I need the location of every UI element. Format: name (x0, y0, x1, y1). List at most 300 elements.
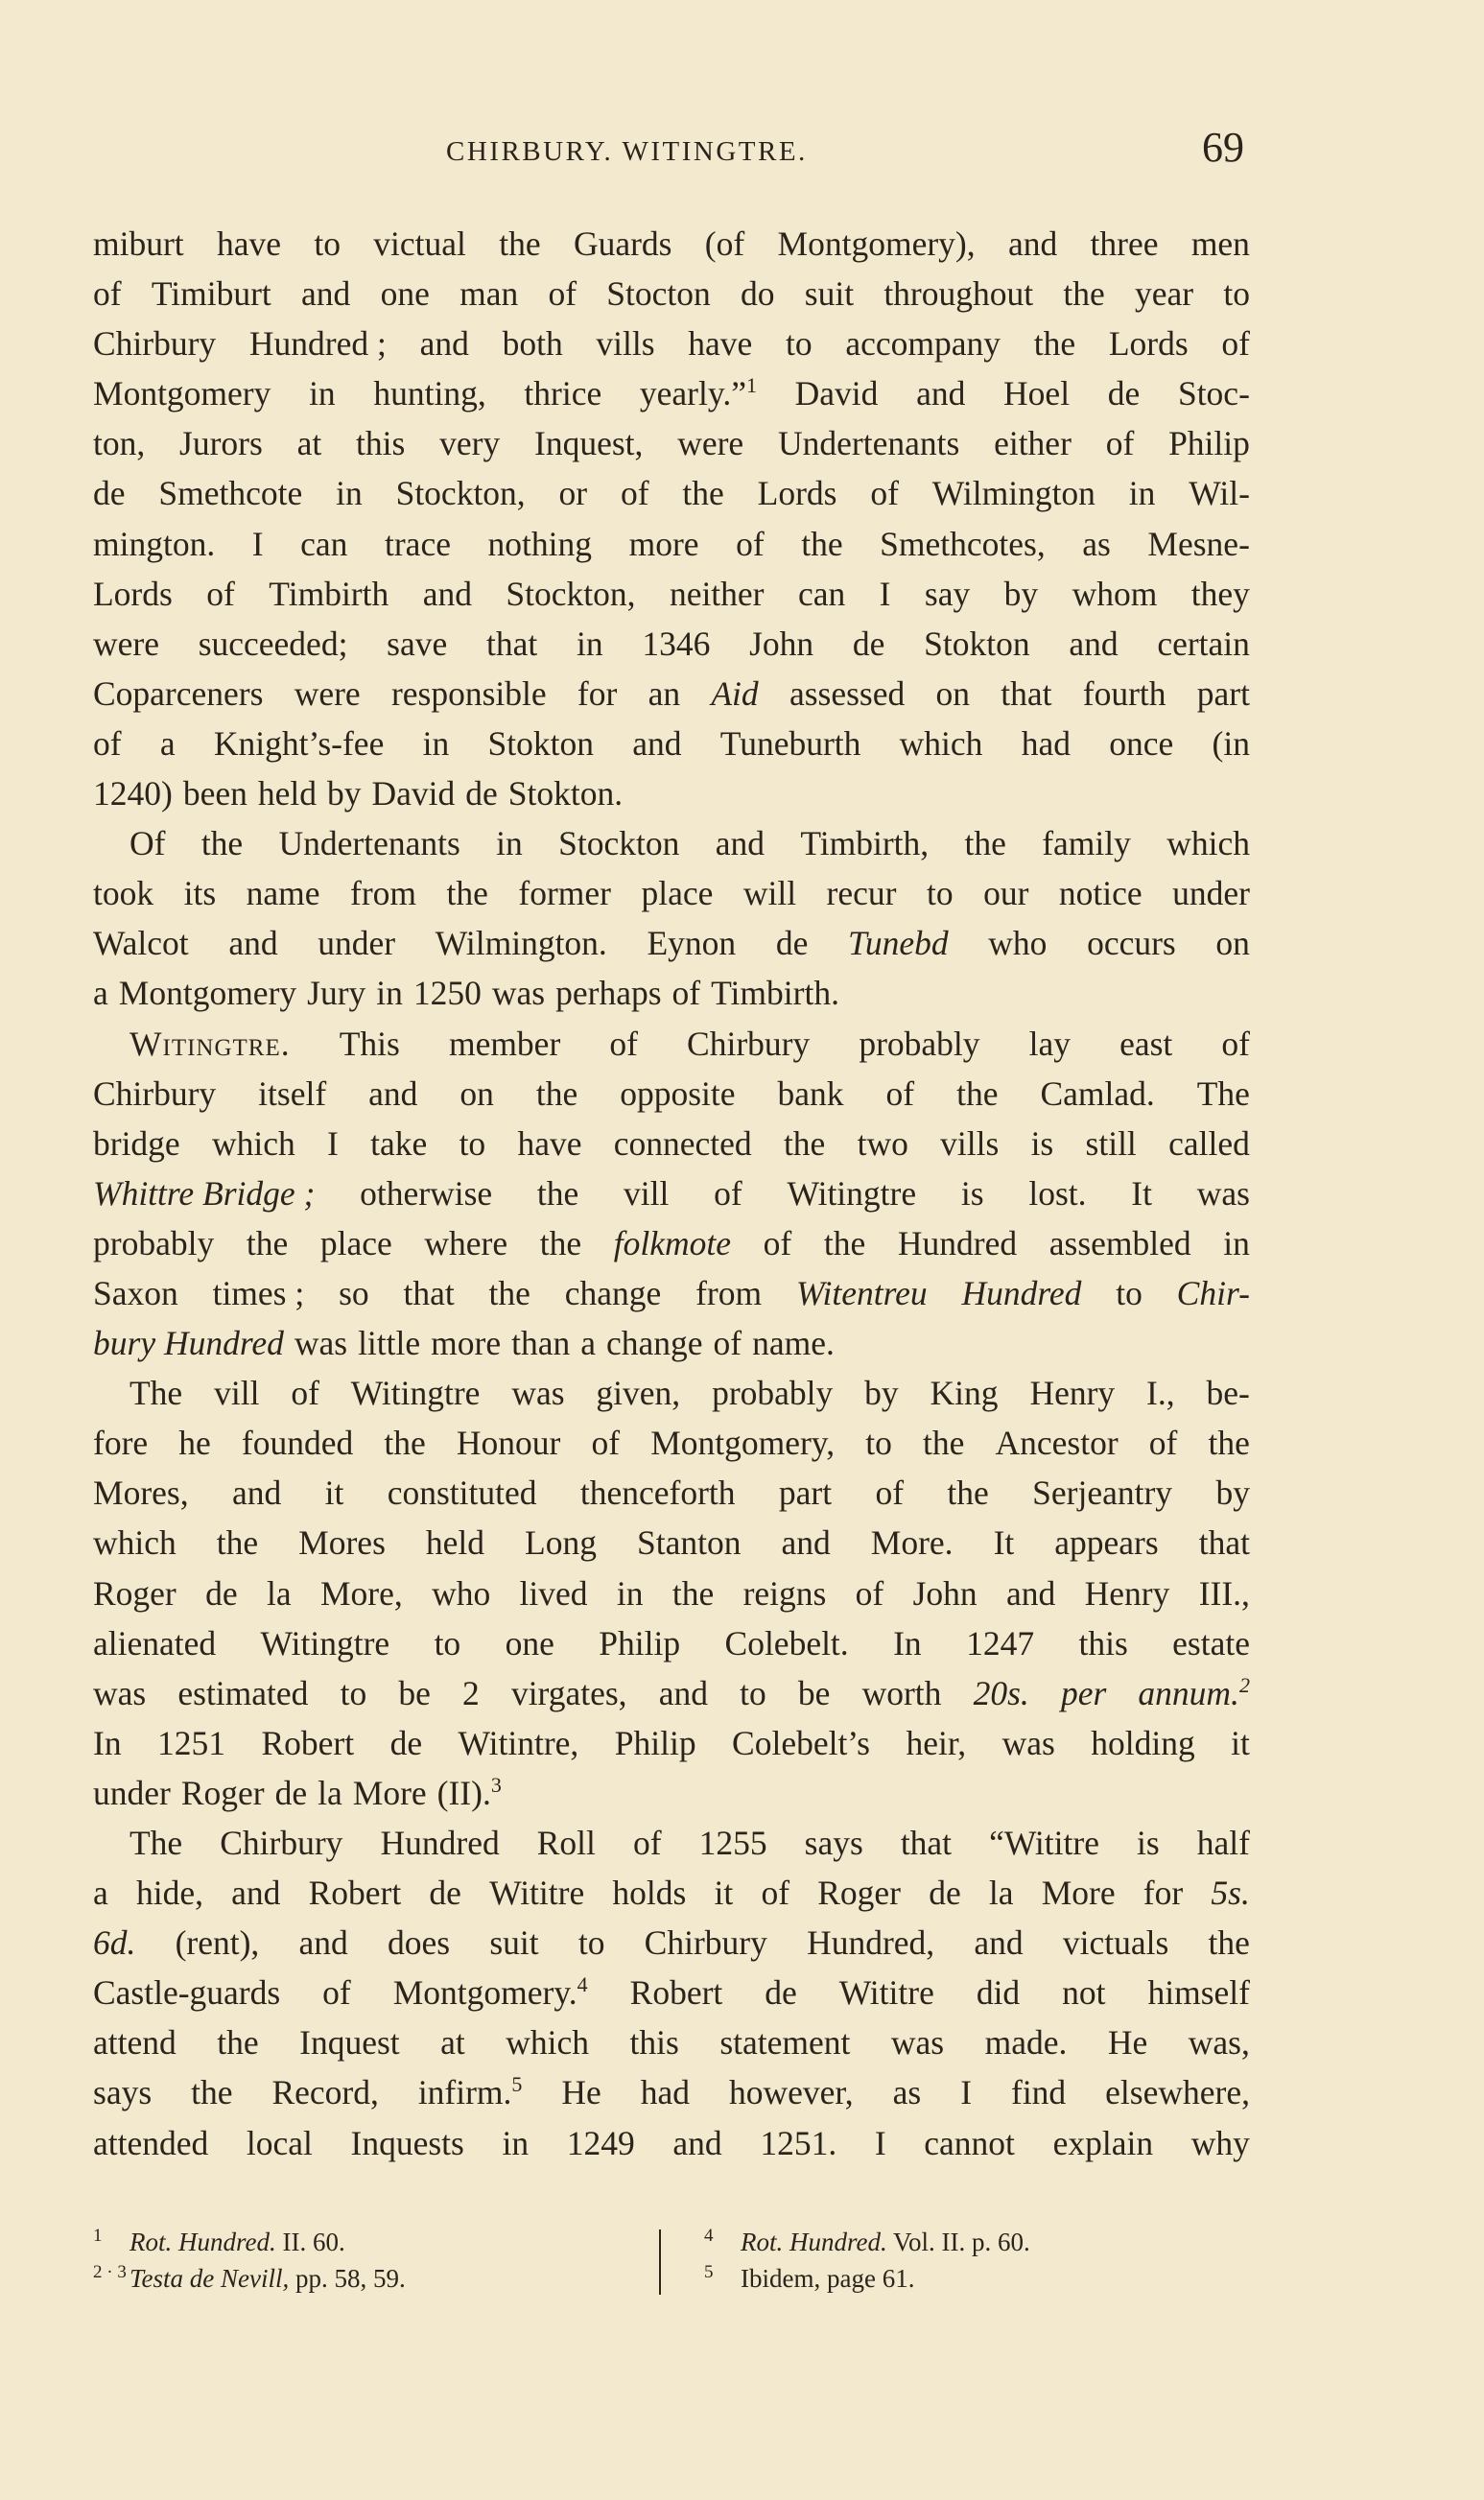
word: fourth (1082, 673, 1166, 713)
word: Colebelt. (724, 1623, 849, 1663)
word: notice (1058, 874, 1142, 913)
word: Roll (536, 1824, 596, 1862)
text-line (93, 1968, 1250, 2017)
footnote-source: Rot. Hundred. (130, 2228, 276, 2256)
word: de (389, 1723, 423, 1762)
word: do (741, 274, 775, 314)
word: or (558, 474, 588, 513)
word: bridge (93, 1123, 180, 1163)
word: The (1196, 1073, 1250, 1113)
word: in (616, 1573, 644, 1613)
word: very (439, 424, 501, 463)
word: Timbirth, (800, 824, 930, 863)
word: Chir- (1176, 1273, 1250, 1312)
word: of (1221, 324, 1250, 364)
word: Record, (271, 2073, 379, 2112)
word: attend (93, 2023, 177, 2063)
word: where (424, 1223, 508, 1262)
word: hunting, (373, 374, 486, 413)
text-line (93, 269, 1250, 318)
word: Roger (817, 1874, 901, 1913)
word: (in (1212, 723, 1250, 763)
word: alienated (93, 1623, 217, 1663)
text-line (93, 1568, 1250, 1618)
word: it (1231, 1723, 1250, 1762)
word: in (336, 474, 363, 513)
word: The (130, 1374, 183, 1413)
word: It (1131, 1173, 1152, 1213)
word: Walcot (93, 924, 189, 963)
word: part (778, 1474, 833, 1513)
word: a (580, 1324, 596, 1363)
word: I (327, 1123, 339, 1163)
word: by (1215, 1474, 1250, 1513)
word: to (340, 1673, 367, 1712)
word: statement (719, 2023, 851, 2063)
word: family (1042, 824, 1131, 863)
word: the (200, 824, 244, 863)
word: this (356, 424, 406, 463)
word: David (794, 374, 879, 413)
word: nothing (487, 524, 593, 563)
text-line (93, 2118, 1250, 2168)
word: Chirbury (220, 1824, 343, 1862)
word: vills (596, 324, 655, 364)
word: worth (861, 1673, 942, 1712)
word: de (765, 1973, 797, 2013)
word: himself (1147, 1973, 1250, 2013)
footnote-reference: 1 (745, 373, 757, 398)
text-line (93, 1019, 1250, 1069)
word: made. (984, 2023, 1068, 2063)
word: Witingtre (787, 1173, 917, 1213)
word: de (929, 1874, 961, 1913)
word: had (1021, 723, 1071, 763)
footnotes (93, 2224, 1254, 2300)
word: David (371, 774, 456, 814)
word: holding (1091, 1723, 1195, 1762)
word: vills (940, 1123, 1000, 1163)
word: Hundred (961, 1273, 1082, 1312)
word: of (322, 1973, 351, 2013)
word: “Wititre (989, 1824, 1099, 1862)
word: the (671, 1573, 715, 1613)
word: Chirbury (687, 1024, 811, 1063)
footnote-reference: 4 (577, 1972, 588, 1997)
paragraph (93, 1019, 1250, 1369)
word: miburt (93, 224, 184, 263)
word: constituted (387, 1474, 537, 1513)
word: cannot (924, 2123, 1015, 2162)
word: of (548, 274, 577, 314)
word: in (496, 824, 523, 863)
word: on (459, 1073, 494, 1113)
word: 5s. (1211, 1874, 1250, 1913)
word: Hoel (1003, 374, 1071, 413)
word: does (388, 1923, 451, 1963)
word: were (93, 624, 159, 663)
word: a (93, 1874, 108, 1913)
text-line (93, 1818, 1250, 1868)
word: given, (596, 1374, 681, 1413)
word: change (564, 1273, 662, 1312)
word: the (923, 1424, 965, 1463)
word: the (947, 1474, 989, 1513)
word: Eynon (647, 924, 737, 963)
word: 6d. (93, 1923, 136, 1963)
word: Hundred ; (248, 324, 387, 364)
word: at (296, 424, 322, 463)
word: in (1223, 1223, 1250, 1262)
word: says (804, 1824, 863, 1862)
word: probably (93, 1223, 215, 1262)
word: did (976, 1973, 1021, 2013)
word: de (429, 1874, 461, 1913)
text-line (93, 1768, 1250, 1818)
word: Timbirth. (711, 974, 839, 1013)
word: for (577, 673, 618, 713)
word: the (488, 1273, 530, 1312)
word: lived (519, 1573, 588, 1613)
word: the (246, 1223, 289, 1262)
text-line (93, 519, 1250, 569)
word: Witintre, (458, 1723, 579, 1762)
word: of (632, 1824, 662, 1862)
word: la (988, 1874, 1014, 1913)
running-head (0, 123, 1484, 180)
word: either (994, 424, 1072, 463)
word: Witentreu (795, 1273, 928, 1312)
page-number: 69 (1202, 124, 1244, 171)
word: to (434, 1623, 461, 1663)
word: from (350, 874, 417, 913)
word: of (875, 1474, 905, 1513)
word: our (983, 874, 1029, 913)
word: Guards (573, 224, 672, 263)
footnotes-right-column (704, 2224, 1030, 2297)
word: He (1107, 2023, 1148, 2063)
word: was (1196, 1173, 1250, 1213)
text-line (93, 669, 1250, 719)
word: was (93, 1673, 147, 1712)
word: and (231, 1474, 282, 1513)
word: Tunebd (848, 924, 949, 963)
word: Coparceners (93, 673, 264, 713)
word: men (1190, 224, 1250, 263)
footnotes-left-column (93, 2224, 406, 2297)
text-line (93, 1468, 1250, 1518)
word: was (511, 1374, 565, 1413)
text-line (93, 1119, 1250, 1168)
word: Stockton, (395, 474, 526, 513)
word: 1251. (760, 2123, 837, 2162)
word: to (786, 324, 813, 364)
text-line (93, 868, 1250, 918)
word: Philip (614, 1723, 696, 1762)
footnote-reference-text: Vol. II. p. 60. (886, 2228, 1030, 2256)
word: take (370, 1123, 428, 1163)
paragraph (93, 219, 1250, 818)
word: were (294, 673, 361, 713)
word: assessed (789, 673, 906, 713)
word: he (178, 1424, 211, 1463)
word: de (1107, 374, 1141, 413)
word: folkmote (613, 1223, 732, 1262)
word: be (797, 1673, 831, 1712)
word: to (1223, 274, 1250, 314)
word: the (1033, 324, 1076, 364)
word: man (459, 274, 519, 314)
word: 1250 (412, 974, 482, 1013)
word: says (93, 2073, 153, 2112)
paragraph (93, 1818, 1250, 2168)
word: victuals (1062, 1923, 1169, 1963)
word: 20s. (973, 1673, 1029, 1712)
word: of (763, 1223, 792, 1262)
word: yearly.”$^1$ (639, 373, 757, 413)
word: More. (870, 1523, 954, 1563)
word: throughout (883, 274, 1034, 314)
word: in (576, 624, 603, 663)
word: one (380, 274, 430, 314)
word: suit (489, 1923, 539, 1963)
word: year (1135, 274, 1194, 314)
text-line (93, 818, 1250, 868)
word: the (783, 1123, 826, 1163)
word: Timiburt (151, 274, 271, 314)
word: ton, (93, 424, 146, 463)
word: connected (613, 1123, 752, 1163)
word: probably (859, 1024, 980, 1063)
word: and (632, 723, 682, 763)
word: vill (624, 1173, 670, 1213)
word: this (629, 2023, 679, 2063)
word: by (864, 1374, 899, 1413)
word: the (384, 1424, 426, 1463)
text-line (93, 1368, 1250, 1418)
word: The (130, 1824, 183, 1862)
word: of (291, 1374, 319, 1413)
word: Serjeantry (1032, 1474, 1173, 1513)
footnote-source: Rot. Hundred. (741, 2228, 887, 2256)
footnote: 2 · 3 Testa de Nevill, pp. 58, 59. (93, 2262, 406, 2293)
word: the (499, 224, 541, 263)
word: place (641, 874, 714, 913)
text-line (93, 1718, 1250, 1768)
word: can (797, 574, 846, 613)
word: Tuneburth (719, 723, 861, 763)
paragraph (93, 818, 1250, 1018)
text-line (93, 1168, 1250, 1218)
word: and (228, 924, 278, 963)
word: of (713, 1324, 742, 1363)
word: hide, (135, 1874, 203, 1913)
word: certain (1157, 624, 1250, 663)
word: annum.$^2$ (1138, 1672, 1250, 1712)
word: Chirbury (93, 1073, 217, 1113)
word: which (1166, 824, 1250, 863)
word: to (865, 1424, 892, 1463)
word: both (502, 324, 563, 364)
text-line (93, 918, 1250, 968)
text-line (93, 1618, 1250, 1668)
word: on (1215, 924, 1250, 963)
word: of (870, 474, 899, 513)
word: virgates, (510, 1673, 627, 1712)
word: and (781, 1523, 831, 1563)
word: of (206, 574, 235, 613)
text-line (93, 2067, 1250, 2117)
word: that (1001, 673, 1052, 713)
word: victual (373, 224, 466, 263)
word: half (1196, 1824, 1250, 1862)
word: thenceforth (579, 1474, 736, 1513)
footnote-reference: 2 (1238, 1672, 1250, 1697)
word: a (159, 723, 176, 763)
word: Knight’s-fee (213, 723, 385, 763)
word: two (857, 1123, 908, 1163)
word: held (257, 774, 317, 814)
word: (rent), (175, 1923, 260, 1963)
word: of (671, 974, 701, 1013)
word: will (742, 874, 797, 913)
word: can (300, 524, 348, 563)
word: name (246, 874, 320, 913)
word: that (486, 624, 538, 663)
word: it (714, 1874, 734, 1913)
word: is (960, 1173, 984, 1213)
text-line (93, 1868, 1250, 1918)
word: of (885, 1073, 915, 1113)
word: the (964, 824, 1006, 863)
word: Mesne- (1147, 524, 1250, 563)
word: as (892, 2073, 922, 2112)
word: 2 (462, 1673, 480, 1712)
word: perhaps (555, 974, 662, 1013)
word: the (536, 1173, 579, 1213)
word: probably (712, 1374, 834, 1413)
word: which (211, 1123, 295, 1163)
word: de (775, 924, 809, 963)
word: it (324, 1474, 344, 1513)
word: infirm.$^5$ (417, 2072, 523, 2112)
text-line (93, 768, 1250, 818)
word: took (93, 874, 154, 913)
word: explain (1052, 2123, 1154, 2162)
text-line (93, 1318, 1250, 1368)
word: whom (1072, 574, 1158, 613)
word: of (761, 1874, 790, 1913)
word: of (609, 1024, 638, 1063)
word: had (640, 2073, 691, 2112)
word: the (1208, 1424, 1250, 1463)
word: say (924, 574, 971, 613)
word: so (339, 1273, 369, 1312)
word: is (1137, 1824, 1160, 1862)
word: however, (729, 2073, 854, 2112)
footnote-reference-text: Ibidem, page 61. (741, 2264, 915, 2293)
word: Jury (307, 974, 366, 1013)
word: under (1172, 874, 1250, 913)
word: more (628, 524, 699, 563)
text-line (93, 1218, 1250, 1268)
word: vill (214, 1374, 260, 1413)
word: its (183, 874, 217, 913)
word: in (1128, 474, 1156, 513)
word: and (422, 574, 472, 613)
word: de (465, 774, 498, 814)
word: change (605, 1324, 703, 1363)
word: to (926, 874, 954, 913)
word: Timbirth (269, 574, 389, 613)
word: Hundred (380, 1824, 500, 1862)
word: in (502, 2123, 530, 2162)
word: place (319, 1223, 392, 1262)
word: Whittre Bridge ; (93, 1173, 316, 1213)
footnote-reference: 5 (511, 2072, 523, 2097)
word: Stokton (924, 624, 1030, 663)
word: Roger (180, 1773, 265, 1812)
word: and (672, 2123, 722, 2162)
word: Robert (629, 1973, 723, 2013)
word: Mores, (93, 1474, 189, 1513)
word: which (93, 1523, 177, 1563)
word: per (1060, 1673, 1107, 1712)
word: (II).$^3$ (436, 1773, 502, 1812)
word: of (1221, 1024, 1250, 1063)
word: this (1078, 1623, 1128, 1663)
word: of (1105, 424, 1135, 463)
word: Wilmington (931, 474, 1095, 513)
footnote-reference-text: II. 60. (275, 2228, 345, 2256)
word: and (301, 274, 351, 314)
word: Inquest, (534, 424, 644, 463)
word: I., (1146, 1374, 1175, 1413)
word: in (422, 723, 450, 763)
word: John (749, 624, 814, 663)
word: III., (1198, 1573, 1250, 1613)
word: Castle-guards (93, 1973, 281, 2013)
word: Henry (1084, 1573, 1170, 1613)
word: than (511, 1324, 571, 1363)
word: King (930, 1374, 999, 1413)
word: under (93, 1773, 171, 1812)
word: be- (1206, 1374, 1250, 1413)
word: opposite (620, 1073, 736, 1113)
word: Lords (757, 474, 837, 513)
word: Colebelt’s (732, 1723, 870, 1762)
word: a (93, 974, 108, 1013)
word: the (823, 1223, 866, 1262)
word: from (695, 1273, 763, 1312)
text-line (93, 2017, 1250, 2067)
text-line (93, 1668, 1250, 1718)
word: In (93, 1723, 122, 1762)
word: reigns (742, 1573, 827, 1613)
word: have (517, 1123, 582, 1163)
word: which (899, 723, 983, 763)
word: More (1041, 1874, 1116, 1913)
word: still (1085, 1123, 1137, 1163)
word: called (1168, 1123, 1250, 1163)
word: appears (1054, 1523, 1159, 1563)
word: Smethcote (158, 474, 303, 513)
word: Witingtre (260, 1623, 390, 1663)
word: Stokton. (507, 774, 624, 814)
word: and (231, 1874, 281, 1913)
word: la (318, 1773, 342, 1812)
word: to (314, 224, 341, 263)
